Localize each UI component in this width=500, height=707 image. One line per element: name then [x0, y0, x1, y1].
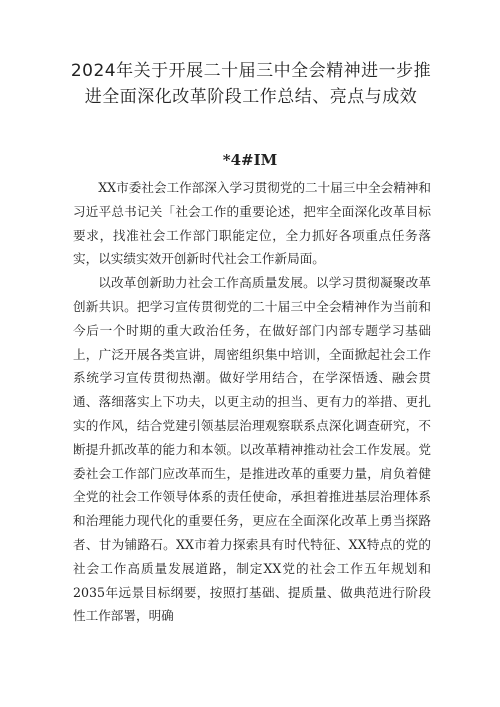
document-title: 2024年关于开展二十届三中全会精神进一步推进全面深化改革阶段工作总结、亮点与成效	[70, 61, 432, 107]
paragraph-intro: XX市委社会工作部深入学习贯彻党的二十届三中全会精神和习近平总书记关「社会工作的重要论述，把牢全面深化改革目标要求，找准社会工作部门职能定位，全力抓好各项重点任务落实，以实绩实效开创新时代社会工作新局面。	[73, 180, 431, 267]
document-body	[73, 176, 431, 628]
paragraph-reform: 以改革创新助力社会工作高质量发展。以学习贯彻凝聚改革创新共识。把学习宣传贯彻党的二十届三中全会精神作为当前和今后一个时期的重大政治任务，在做好部门内部专题学习基础上，广泛开展各类宣讲，周密组织集中培训，全面掀起社会工作系统学习宣传贯彻热潮。做好学用结合，在学深悟透、融会贯通、落细落实上下功夫，以更主动的担当、更有力的举措、更扎实的作风，结合党建引领基层治理观察联系点深化调查研究，不断提升抓改革的能力和本领。以改革精神推动社会工作发展。党委社会工作部门应改革而生，是推进改革的重要力量，肩负着健全党的社会工作领导体系的责任使命，承担着推进基层治理体系和治理能力现代化的重要任务，更应在全面深化改革上勇当探路者、甘为铺路石。XX市着力探索具有时代特征、XX特点的党的社会工作高质量发展道路，制定XX党的社会工作五年规划和2035年远景目标纲要，按照打基础、提质量、做典范进行阶段性工作部署，明确	[73, 275, 431, 624]
document-subtitle: *4#IM	[222, 151, 278, 169]
